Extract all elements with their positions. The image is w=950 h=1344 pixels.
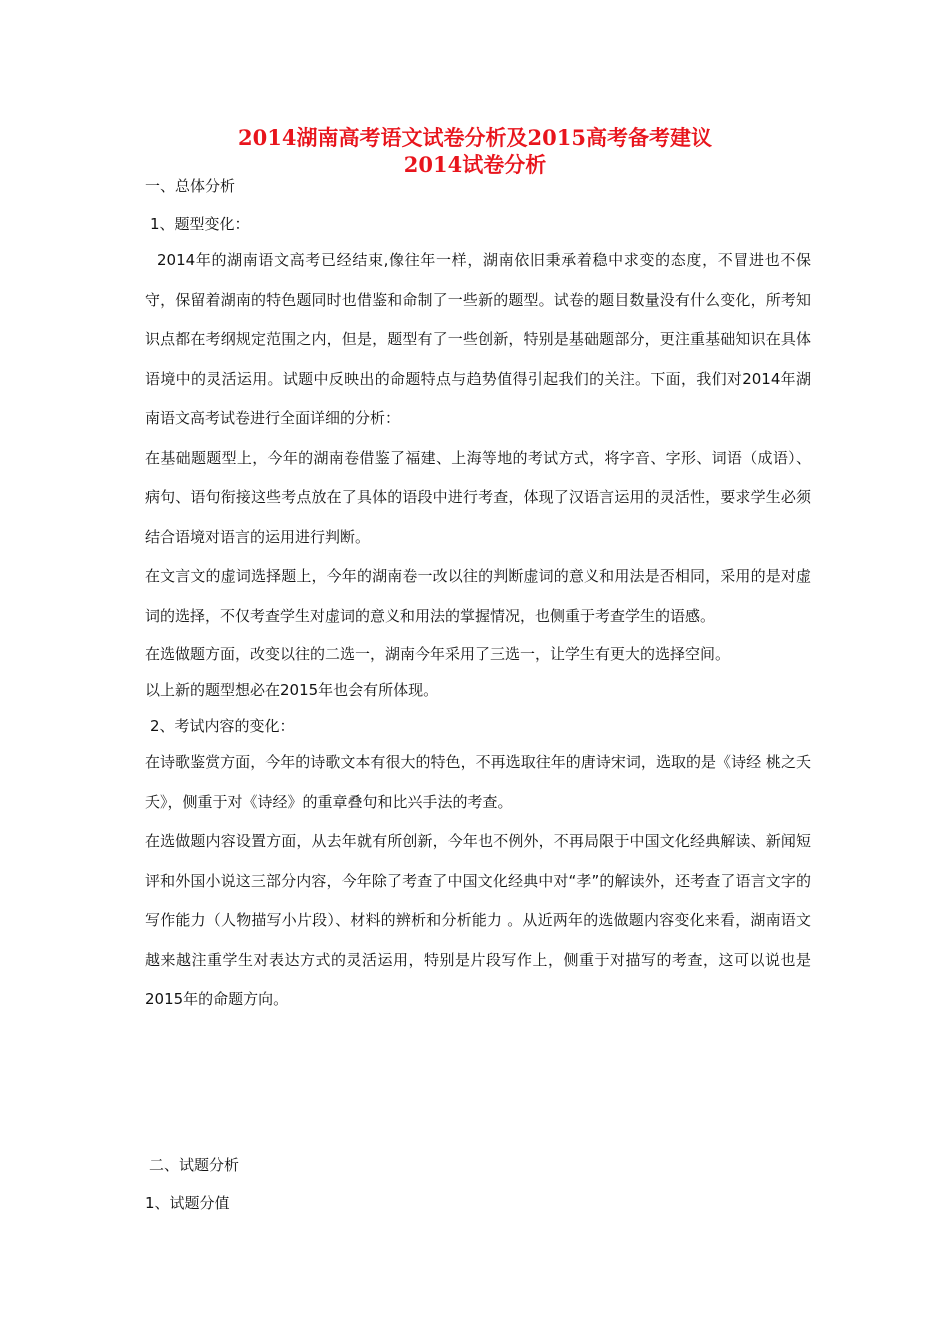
paragraph-elective-content: 在选做题内容设置方面，从去年就有所创新，今年也不例外，不再局限于中国文化经典解读、新闻短评和外国小说这三部分内容，今年除了考查了中国文化经典中对“孝”的解读外，还考查了语言文字的写作能力（人物描写小片段）、材料的辨析和分析能力 。从近两年的选做题内容变化来看，湖南语文越来越注重学生对表达方式的灵活运用，特别是片段写作上，侧重于对描写的考查，这可以说也是2015年的命题方向。 <box>145 832 811 1008</box>
paragraph-classical-chinese: 在文言文的虚词选择题上，今年的湖南卷一改以往的判断虚词的意义和用法是否相同，采用的是对虚词的选择，不仅考查学生对虚词的意义和用法的掌握情况，也侧重于考查学生的语感。 <box>145 567 811 625</box>
paragraph-elective-questions: 在选做题方面，改变以往的二选一，湖南今年采用了三选一，让学生有更大的选择空间。 <box>145 645 731 663</box>
paragraph-poetry-appreciation: 在诗歌鉴赏方面，今年的诗歌文本有很大的特色，不再选取往年的唐诗宋词，选取的是《诗经 桃之夭夭》，侧重于对《诗经》的重章叠句和比兴手法的考查。 <box>145 753 811 811</box>
document-title: 2014湖南高考语文试卷分析及2015高考备考建议 <box>238 125 712 150</box>
subheading-question-type-changes: 1、题型变化： <box>150 215 250 233</box>
subheading-question-scores: 1、试题分值 <box>145 1194 230 1212</box>
document-subtitle: 2014试卷分析 <box>403 152 547 177</box>
section-heading-overall: 一、总体分析 <box>145 177 236 195</box>
section-heading-question-analysis: 二、试题分析 <box>149 1156 240 1174</box>
title-block <box>0 124 950 178</box>
paragraph-new-types-2015: 以上新的题型想必在2015年也会有所体现。 <box>145 681 439 699</box>
document-body <box>145 176 811 1020</box>
paragraph-intro: 2014年的湖南语文高考已经结束,像往年一样，湖南依旧秉承着稳中求变的态度，不冒进也不保守，保留着湖南的特色题同时也借鉴和命制了一些新的题型。试卷的题目数量没有什么变化，所考知识点都在考纲规定范围之内，但是，题型有了一些创新，特别是基础题部分，更注重基础知识在具体语境中的灵活运用。试题中反映出的命题特点与趋势值得引起我们的关注。下面，我们对2014年湖南语文高考试卷进行全面详细的分析： <box>145 251 811 427</box>
subheading-content-changes: 2、考试内容的变化： <box>150 717 295 735</box>
paragraph-basic-questions: 在基础题题型上，今年的湖南卷借鉴了福建、上海等地的考试方式，将字音、字形、词语（成语）、病句、语句衔接这些考点放在了具体的语段中进行考查，体现了汉语言运用的灵活性，要求学生必须结合语境对语言的运用进行判断。 <box>145 448 811 546</box>
